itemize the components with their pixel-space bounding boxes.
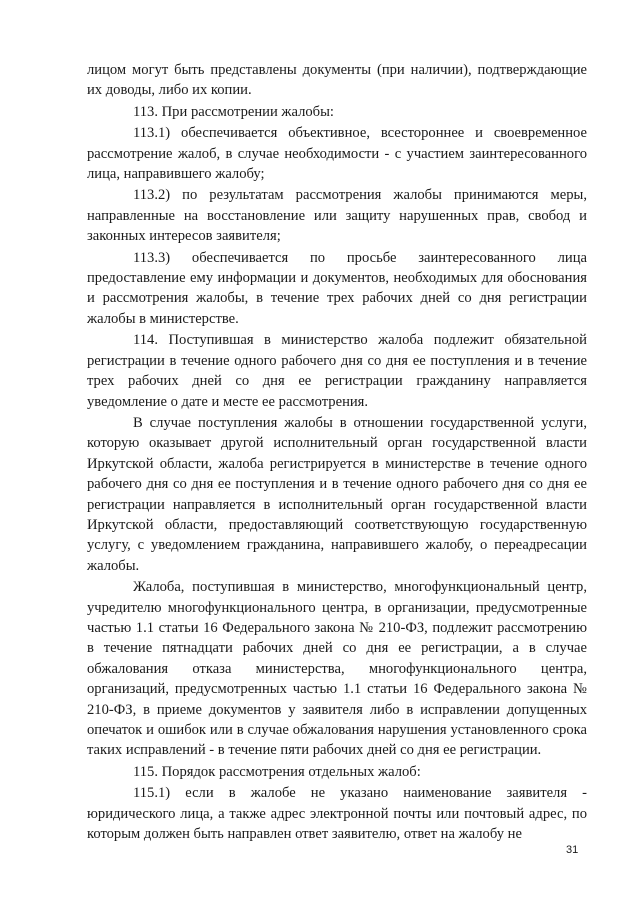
paragraph-115: 115. Порядок рассмотрения отдельных жалоб:: [133, 763, 421, 780]
paragraph-114-redirect: В случае поступления жалобы в отношении государственной услуги, которую оказывает другой исполнительный орган государственной власти Иркутской области, жалоба регистрируется в министерстве в течение одного рабочего дня со дня ее поступления и в течение одного рабочего дня со дня ее регистрации направляется в исполнительный орган государственной власти Иркутской области, предоставляющий соответствующую государственную услугу, с уведомлением гражданина, направившего жалобу, о переадресации жалобы.: [87, 414, 587, 574]
paragraph-113-3: 113.3) обеспечивается по просьбе заинтересованного лица предоставление ему информации и документов, необходимых для обоснования и рассмотрения жалобы, в течение трех рабочих дней со дня регистрации жалобы в министерстве.: [87, 249, 587, 327]
paragraph-113-1: 113.1) обеспечивается объективное, всестороннее и своевременное рассмотрение жалоб, в случае необходимости - с участием заинтересованного лица, направившего жалобу;: [87, 125, 587, 183]
paragraph-113-2: 113.2) по результатам рассмотрения жалобы принимаются меры, направленные на восстановление или защиту нарушенных прав, свобод и законных интересов заявителя;: [87, 187, 587, 245]
paragraph-114: 114. Поступившая в министерство жалоба подлежит обязательной регистрации в течение одного рабочего дня со дня ее поступления и в течение трех рабочих дней со дня ее регистрации гражданину направляется уведомление о дате и месте ее рассмотрения.: [87, 332, 587, 410]
page-body: [87, 60, 587, 845]
paragraph-115-1: 115.1) если в жалобе не указано наименование заявителя - юридического лица, а также адрес электронной почты или почтовый адрес, по которым должен быть направлен ответ заявителю, ответ на жалобу не: [87, 785, 587, 843]
paragraph-114-terms: Жалоба, поступившая в министерство, многофункциональный центр, учредителю многофункционального центра, в организации, предусмотренные частью 1.1 статьи 16 Федерального закона № 210-ФЗ, подлежит рассмотрению в течение пятнадцати рабочих дней со дня ее регистрации, а в случае обжалования отказа министерства, многофункционального центра, организаций, предусмотренных частью 1.1 статьи 16 Федерального закона № 210-ФЗ, в приеме документов у заявителя либо в исправлении допущенных опечаток и ошибок или в случае обжалования нарушения установленного срока таких исправлений - в течение пяти рабочих дней со дня ее регистрации.: [87, 579, 587, 759]
page-number: 31: [566, 844, 579, 856]
paragraph-113: 113. При рассмотрении жалобы:: [133, 103, 334, 120]
paragraph-continuation: лицом могут быть представлены документы (при наличии), подтверждающие их доводы, либо их копии.: [87, 62, 587, 99]
